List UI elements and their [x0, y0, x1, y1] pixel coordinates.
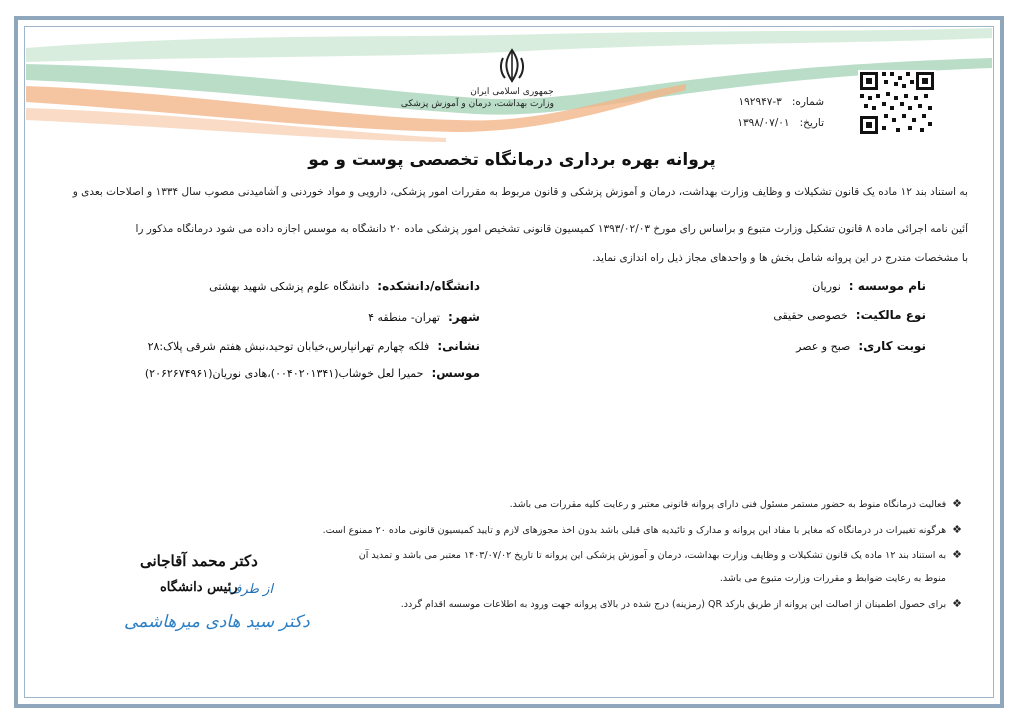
university-row [209, 279, 480, 293]
note-2 [323, 523, 962, 536]
diamond-bullet-icon: ❖ [952, 497, 962, 510]
iran-emblem-icon [497, 48, 527, 84]
institution-label: نام موسسه : [848, 279, 926, 293]
institution-row [812, 279, 926, 293]
document-title: پروانه بهره برداری درمانگاه تخصصی پوست و مو [308, 150, 716, 170]
note-3 [359, 548, 962, 561]
city-row [368, 310, 480, 324]
institution-value: نوریان [812, 280, 841, 293]
number-value: ۳-۱۹۲۹۴۷ [738, 96, 782, 108]
diamond-bullet-icon: ❖ [952, 597, 962, 610]
seal-line-2: وزارت بهداشت، درمان و آموزش پزشکی [400, 99, 554, 109]
note-2-text: هرگونه تغییرات در درمانگاه که مغایر با مفاد این پروانه و مدارک و تائیدیه های قبلی باشد بدون اخذ مجوزهای لازم و تایید کمیسیون قانونی ماده ۲۰ ممنوع است. [322, 525, 947, 536]
note-1 [510, 497, 962, 510]
intro-line-1: به استناد بند ۱۲ ماده یک قانون تشکیلات و وظایف وزارت بهداشت، درمان و آموزش پزشکی و قانون مربوط به مقررات امور پزشکی، دارویی و مواد خوردنی و آشامیدنی مصوب سال ۱۳۳۴ و اصلاحات بعدی و [72, 186, 968, 198]
license-date [737, 117, 824, 129]
note-1-text: فعالیت درمانگاه منوط به حضور مستمر مسئول فنی دارای پروانه قانونی معتبر و رعایت کلیه مقررات می باشد. [509, 499, 947, 510]
intro-line-3: با مشخصات مندرج در این پروانه شامل بخش ها و واحدهای مجاز ذیل راه اندازی نماید. [592, 252, 968, 264]
note-4-text: برای حصول اطمینان از اصالت این پروانه از طریق بارکد QR (رمزینه) درج شده در بالای پروانه جهت ورود به اطلاعات موسسه اقدام گردد. [400, 599, 947, 610]
address-value: فلکه چهارم تهرانپارس،خیابان توحید،نبش هفتم شرقی پلاک:۲۸ [147, 340, 430, 353]
intro-line-2: آئین نامه اجرائی ماده ۸ قانون تشکیل وزارت متبوع و براساس رای مورخ ۱۳۹۳/۰۲/۰۳ کمیسیون قانونی تشخیص امور پزشکی ماده ۲۰ دانشگاه به موسس اجازه داده می شود درمانگاه مذکور را [135, 223, 968, 235]
shift-row [796, 339, 926, 353]
city-value: تهران- منطقه ۴ [368, 311, 440, 324]
founder-label: موسس: [431, 366, 480, 380]
diamond-bullet-icon: ❖ [952, 548, 962, 561]
date-value: ۱۳۹۸/۰۷/۰۱ [737, 117, 790, 129]
shift-label: نوبت کاری: [858, 339, 926, 353]
number-label: شماره: [791, 96, 824, 108]
note-3-continued [720, 573, 946, 584]
city-label: شهر: [448, 310, 480, 324]
ownership-value: خصوصی حقیقی [773, 309, 848, 322]
university-label: دانشگاه/دانشکده: [377, 279, 480, 293]
license-number [739, 96, 824, 108]
ministry-seal [400, 48, 554, 134]
signatory-prefix: از طرف [228, 582, 274, 597]
note-3-text: به استناد بند ۱۲ ماده یک قانون تشکیلات و وظایف وزارت بهداشت، درمان و آموزش پزشکی این پروانه تا تاریخ ۱۴۰۳/۰۷/۰۲ معتبر می باشد و تمدید آن [358, 550, 947, 561]
university-value: دانشگاه علوم پزشکی شهید بهشتی [209, 280, 370, 293]
founder-value: حمیرا لعل خوشاب(۰۰۴۰۲۰۱۳۴۱)،هادی نوریان(۲۰۶۲۶۷۴۹۶۱) [144, 367, 424, 380]
date-label: تاریخ: [799, 117, 824, 129]
note-3b-text: منوط به رعایت ضوابط و مقررات وزارت متبوع می باشد. [719, 573, 946, 584]
qr-code-icon[interactable] [858, 70, 936, 136]
signatory-name: دکتر محمد آقاجانی [140, 552, 258, 570]
note-4 [401, 597, 962, 610]
founder-row [145, 366, 480, 380]
seal-line-1: جمهوری اسلامی ایران [470, 87, 554, 97]
ownership-row [773, 308, 926, 322]
diamond-bullet-icon: ❖ [952, 523, 962, 536]
handwritten-signature: دکتر سید هادی میرهاشمی [124, 612, 310, 632]
shift-value: صبح و عصر [796, 340, 851, 353]
address-label: نشانی: [437, 339, 480, 353]
address-row [148, 339, 480, 353]
signatory-role: رئیس دانشگاه [160, 580, 238, 595]
ownership-label: نوع مالکیت: [855, 308, 926, 322]
